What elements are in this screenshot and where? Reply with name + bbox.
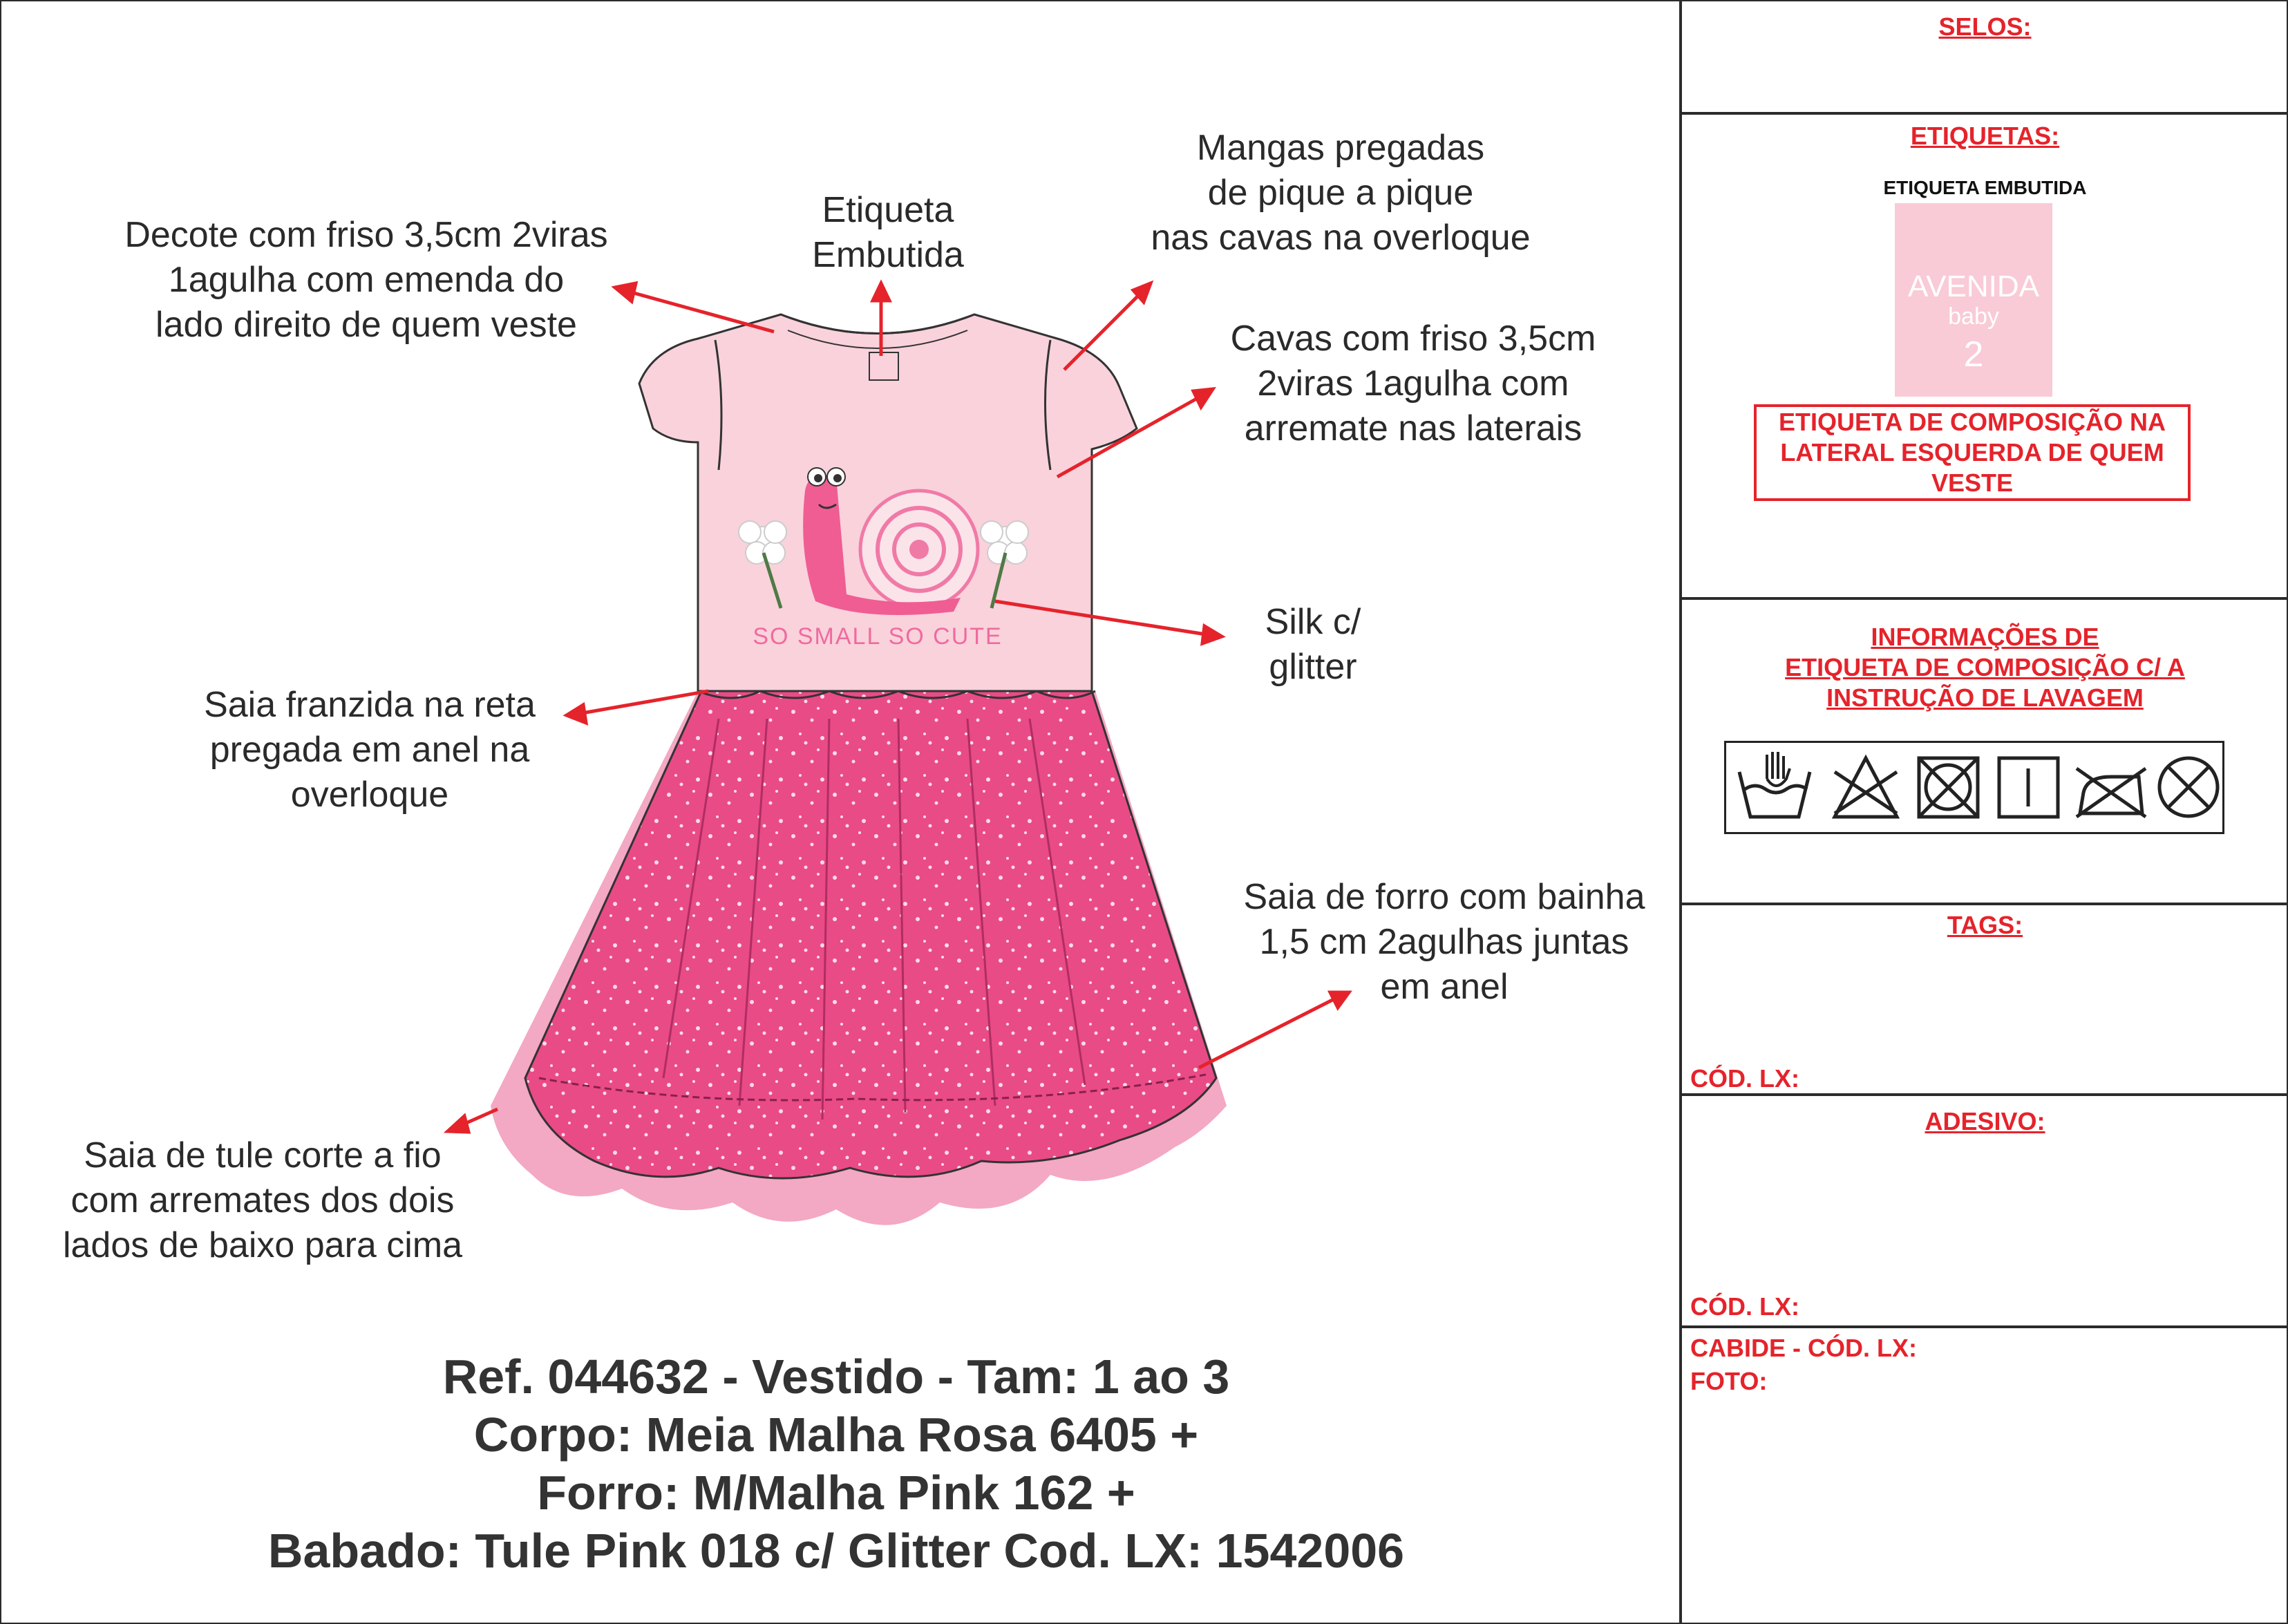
etiqueta-embutida-label: ETIQUETA EMBUTIDA: [1883, 177, 2087, 198]
etiquetas-title: ETIQUETAS:: [1910, 122, 2060, 150]
informacoes-line: INFORMAÇÕES DE: [1871, 623, 2099, 651]
callout-line: Saia franzida na reta: [204, 685, 536, 725]
panel-separator: [1679, 1093, 2288, 1096]
selos-title: SELOS:: [1938, 12, 2032, 41]
print-text: SO SMALL SO CUTE: [753, 623, 1003, 650]
callout-line: em anel: [1380, 967, 1509, 1007]
label-size: 2: [1963, 334, 1984, 375]
informacoes-title: [1682, 622, 2288, 713]
foto-label: FOTO:: [1690, 1367, 1768, 1395]
callout-line: 1,5 cm 2agulhas juntas: [1259, 922, 1629, 962]
adesivo-title: ADESIVO:: [1925, 1107, 2045, 1135]
label-brand: AVENIDA: [1908, 270, 2039, 303]
care-symbols: [1724, 741, 2224, 834]
adesivo-cod-lx: CÓD. LX:: [1690, 1292, 1799, 1321]
callout-decote: [83, 213, 650, 348]
callout-line: overloque: [290, 775, 449, 815]
callout-line: glitter: [1269, 647, 1357, 687]
informacoes-line: ETIQUETA DE COMPOSIÇÃO C/ A: [1785, 653, 2185, 681]
callout-cavas: [1175, 317, 1652, 451]
tags-cod-lx: CÓD. LX:: [1690, 1064, 1799, 1093]
spec-babado: Babado: Tule Pink 018 c/ Glitter Cod. LX: 1542006: [267, 1524, 1405, 1578]
callout-mangas: [1092, 126, 1589, 261]
callout-line: Cavas com friso 3,5cm: [1230, 319, 1596, 359]
do-not-iron-icon: [2077, 768, 2146, 817]
callout-saia-franzida: [138, 683, 601, 818]
do-not-dry-clean-icon: [2159, 758, 2218, 816]
callout-line: Decote com friso 3,5cm 2viras: [124, 215, 608, 255]
panel-separator: [1679, 903, 2288, 905]
label-sub: baby: [1948, 303, 1999, 330]
composition-line: ETIQUETA DE COMPOSIÇÃO NA: [1778, 408, 2166, 436]
callout-line: Embutida: [812, 235, 964, 275]
callout-line: de pique a pique: [1207, 173, 1474, 213]
callout-saia-tule: [21, 1133, 504, 1268]
callout-etiqueta: [746, 188, 1030, 278]
panel-separator: [1679, 597, 2288, 600]
panel-separator: [1679, 112, 2288, 115]
brand-label-card: [1895, 203, 2052, 397]
do-not-bleach-icon: [1835, 758, 1897, 817]
panel-separator: [1679, 1325, 2288, 1328]
callout-line: Mangas pregadas: [1196, 128, 1485, 168]
informacoes-line: INSTRUÇÃO DE LAVAGEM: [1826, 683, 2144, 712]
callout-line: lados de baixo para cima: [62, 1225, 463, 1265]
callout-line: arremate nas laterais: [1244, 408, 1582, 449]
callout-line: 1agulha com emenda do: [168, 260, 565, 300]
panel-divider: [1679, 0, 1682, 1624]
do-not-tumble-dry-icon: [1919, 758, 1978, 817]
callout-saia-forro: [1202, 875, 1686, 1010]
composition-note: [1754, 404, 2191, 501]
spec-reference: Ref. 044632 - Vestido - Tam: 1 ao 3: [442, 1350, 1230, 1404]
spec-corpo: Corpo: Meia Malha Rosa 6405 +: [473, 1408, 1199, 1462]
callout-line: pregada em anel na: [209, 730, 530, 770]
callout-line: nas cavas na overloque: [1151, 218, 1531, 258]
callout-line: com arremates dos dois: [70, 1180, 455, 1220]
tags-title: TAGS:: [1947, 911, 2023, 939]
line-dry-icon: [1999, 758, 2058, 817]
spec-forro: Forro: M/Malha Pink 162 +: [537, 1466, 1135, 1520]
callout-line: Saia de tule corte a fio: [84, 1135, 442, 1175]
composition-line: VESTE: [1931, 469, 2014, 497]
composition-line: LATERAL ESQUERDA DE QUEM: [1780, 438, 2164, 466]
hand-wash-icon: [1739, 752, 1810, 817]
callout-line: Etiqueta: [822, 190, 954, 230]
callout-line: Silk c/: [1265, 602, 1361, 642]
callout-line: lado direito de quem veste: [155, 305, 577, 345]
callout-line: 2viras 1agulha com: [1257, 363, 1569, 404]
cabide-cod-lx: CABIDE - CÓD. LX:: [1690, 1334, 1917, 1362]
callout-line: Saia de forro com bainha: [1243, 877, 1645, 917]
callout-silk: [1223, 600, 1403, 690]
